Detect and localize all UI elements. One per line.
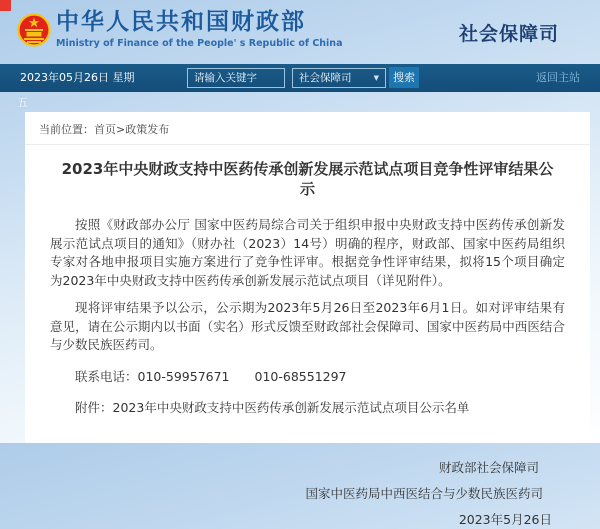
contact-phone-1: 010-59957671 bbox=[137, 368, 230, 384]
contact-label: 联系电话： bbox=[75, 368, 138, 384]
signature-block bbox=[50, 459, 565, 529]
site-header bbox=[0, 0, 600, 63]
search-scope-value: 社会保障司 bbox=[299, 72, 352, 84]
article-paragraph: 现将评审结果予以公示，公示期为2023年5月26日至2023年6月1日。如对评审结果有意见，请在公示期内以书面（实名）形式反馈至财政部社会保障司、国家中医药局中西医结合与少数民族医药司。 bbox=[50, 300, 565, 352]
site-title: 中华人民共和国财政部 bbox=[56, 9, 306, 35]
search-button[interactable]: 搜索 bbox=[389, 67, 419, 88]
article-title: 2023年中央财政支持中医药传承创新发展示范试点项目竞争性评审结果公示 bbox=[61, 160, 554, 198]
contact-phone-2: 010-68551297 bbox=[254, 368, 347, 384]
national-emblem-icon bbox=[16, 11, 52, 51]
site-subtitle-en: Ministry of Finance of the People' s Republic of China bbox=[56, 38, 343, 49]
attachment-link[interactable]: 2023年中央财政支持中医药传承创新发展示范试点项目公示名单 bbox=[112, 399, 470, 415]
current-date: 2023年05月26日 星期 bbox=[20, 71, 135, 84]
weekday-wrapped-char: 五 bbox=[17, 96, 28, 109]
article-body bbox=[25, 216, 590, 529]
breadcrumb-label: 当前位置： bbox=[39, 123, 94, 136]
search-scope-dropdown[interactable] bbox=[292, 68, 386, 88]
contact-line bbox=[50, 368, 565, 387]
back-to-main-site-link[interactable]: 返回主站 bbox=[536, 71, 580, 84]
signature-department-2: 国家中医药局中西医结合与少数民族医药司 bbox=[305, 486, 543, 501]
attachment-line bbox=[50, 399, 565, 418]
breadcrumb bbox=[25, 112, 590, 145]
article-paragraph: 按照《财政部办公厅 国家中医药局综合司关于组织申报中央财政支持中医药传承创新发展示范试点项目的通知》（财办社（2023）14号）明确的程序，财政部、国家中医药局组织专家对各地申报项目实施方案进行了竞争性评审。根据竞争性评审结果，拟将15个项目确定为2023年中央财政支持中医药传承创新发展示范试点项目（详见附件）。 bbox=[50, 217, 565, 288]
signature-department-1: 财政部社会保障司 bbox=[438, 460, 539, 475]
breadcrumb-path[interactable]: 首页>政策发布 bbox=[94, 123, 170, 136]
top-navbar bbox=[0, 64, 600, 92]
chevron-down-icon: ▼ bbox=[373, 74, 379, 82]
content-panel bbox=[25, 112, 590, 527]
attachment-label: 附件： bbox=[75, 399, 113, 415]
signature-date: 2023年5月26日 bbox=[458, 512, 552, 527]
search-input[interactable] bbox=[187, 68, 285, 88]
department-title: 社会保障司 bbox=[459, 23, 560, 45]
